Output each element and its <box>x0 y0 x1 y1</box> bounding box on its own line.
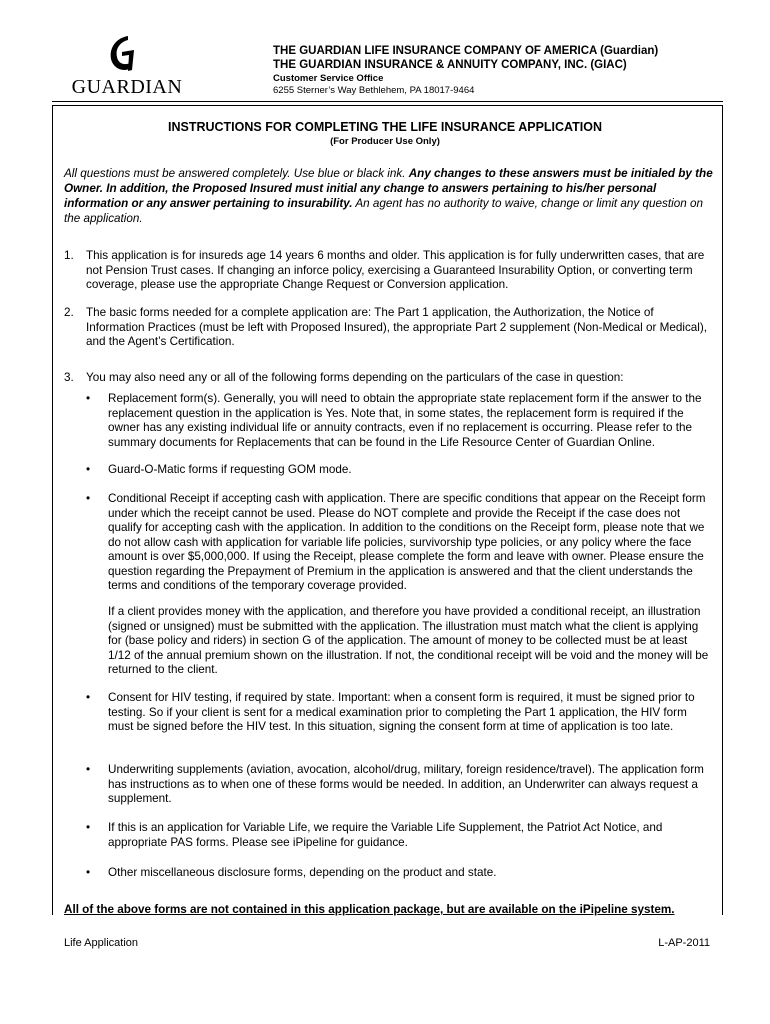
item-text: This application is for insureds age 14 years 6 months and older. This application is for fully underwritten cases, that are not Pension Trust cases. If changing an inforce policy, exercising a Guaranteed Insurability Option, or converting term coverage, please use the appropriate Change Request or Conversion application. <box>86 249 705 291</box>
bullet-text: Underwriting supplements (aviation, avocation, alcohol/drug, military, foreign residence/travel). The application form has instructions as to when one of these forms would be needed. In addition, an Underwriter can always request a supplement. <box>108 763 704 805</box>
intro-text-2: An agent has no authority to waive, change or limit any question on the application. <box>64 197 703 225</box>
bullet-hiv-consent <box>86 691 712 735</box>
bullet-icon: • <box>86 492 91 505</box>
company-name-1: THE GUARDIAN LIFE INSURANCE COMPANY OF AMERICA (Guardian) <box>273 45 659 57</box>
bullet-icon: • <box>86 866 91 879</box>
form-name: Life Application <box>64 937 138 949</box>
page-title: INSTRUCTIONS FOR COMPLETING THE LIFE INSURANCE APPLICATION <box>167 120 603 134</box>
numbered-item-1 <box>64 249 714 293</box>
guardian-logo <box>62 30 192 100</box>
intro-paragraph <box>64 166 714 226</box>
bullet-icon: • <box>86 392 91 405</box>
bullet-conditional-receipt <box>86 492 712 594</box>
item-number: 2. <box>64 306 74 319</box>
bullet-variable-life <box>86 821 712 850</box>
bullet-icon: • <box>86 463 91 476</box>
company-name-2: THE GUARDIAN INSURANCE & ANNUITY COMPANY, INC. (GIAC) <box>273 59 627 71</box>
bullet-icon: • <box>86 691 91 704</box>
office-address: 6255 Sterner’s Way Bethlehem, PA 18017-9464 <box>273 85 475 96</box>
logo-wordmark: GUARDIAN <box>71 76 183 98</box>
item-number: 3. <box>64 371 74 384</box>
guardian-g-icon <box>111 36 134 71</box>
bullet-guard-o-matic <box>86 463 712 478</box>
bullet-text: Guard-O-Matic forms if requesting GOM mode. <box>108 463 352 476</box>
forms-availability-note: All of the above forms are not contained in this application package, but are available on the iPipeline system. <box>64 903 675 916</box>
page-subtitle: (For Producer Use Only) <box>330 136 440 147</box>
numbered-item-2 <box>64 306 714 350</box>
item-text: The basic forms needed for a complete application are: The Part 1 application, the Authorization, the Notice of Information Practices (must be left with Proposed Insured), the appropriate Part 2 supplement (Non-Medical or Medical), and the Agent’s Certification. <box>86 306 708 348</box>
office-label: Customer Service Office <box>273 73 384 84</box>
numbered-item-3 <box>64 371 714 386</box>
bullet-text: Consent for HIV testing, if required by state. Important: when a consent form is required, it must be signed prior to testing. So if your client is sent for a medical examination prior to completing the Part 1 application, the HIV form must be signed before the HIV test. In this situation, signing the consent form at time of application is too late. <box>108 691 695 733</box>
company-info <box>273 44 733 97</box>
item-text: You may also need any or all of the following forms depending on the particulars of the case in question: <box>86 371 624 384</box>
receipt-followup-paragraph: If a client provides money with the application, and therefore you have provided a conditional receipt, an illustration (signed or unsigned) must be submitted with the application. The illustration must match what the client is applying for (base policy and riders) in section G of the application. The amount of money to be collected must be at least 1/12 of the annual premium shown on the illustration. If not, the conditional receipt will be void and the money will be returned to the client. <box>108 605 709 676</box>
bullet-replacement-forms <box>86 392 712 450</box>
bullet-icon: • <box>86 763 91 776</box>
bullet-text: Conditional Receipt if accepting cash with application. There are specific conditions that appear on the Receipt form under which the receipt cannot be used. Please do NOT complete and provide the Receipt if the case does not qualify for accepting cash with the application. In addition to the conditions on the Receipt form, please note that we do not allow cash with application for variable life policies, survivorship type policies, or any policy where the face amount is over $5,000,000. If using the Receipt, please complete the form and leave with owner. Please ensure the question regarding the Prepayment of Premium in the application is answered and that the client understands the terms and conditions of the temporary coverage provided. <box>108 492 706 592</box>
form-number: L-AP-2011 <box>658 937 710 949</box>
bullet-text: Replacement form(s). Generally, you will need to obtain the appropriate state replacement form if the answer to the replacement question in the application is Yes. Note that, in some states, the replacement form is required if the owner has any existing individual life or annuity contracts, even if no replacement is occurring. Please refer to the summary documents for Replacements that can be found in the Life Resource Center of Guardian Online. <box>108 392 702 449</box>
intro-bold-text: Any changes to these answers must be initialed by the Owner. In addition, the Proposed Insured must initial any change to answers pertaining to his/her personal information or any answer pertaining to insurability. <box>64 167 713 210</box>
intro-text-1: All questions must be answered completely. Use blue or black ink. <box>64 167 409 180</box>
bullet-text: If this is an application for Variable Life, we require the Variable Life Supplement, the Patriot Act Notice, and appropriate PAS forms. Please see iPipeline for guidance. <box>108 821 663 849</box>
bullet-other-disclosures <box>86 866 712 881</box>
bullet-text: Other miscellaneous disclosure forms, depending on the product and state. <box>108 866 497 879</box>
bullet-underwriting-supplements <box>86 763 712 807</box>
bullet-icon: • <box>86 821 91 834</box>
item-number: 1. <box>64 249 74 262</box>
